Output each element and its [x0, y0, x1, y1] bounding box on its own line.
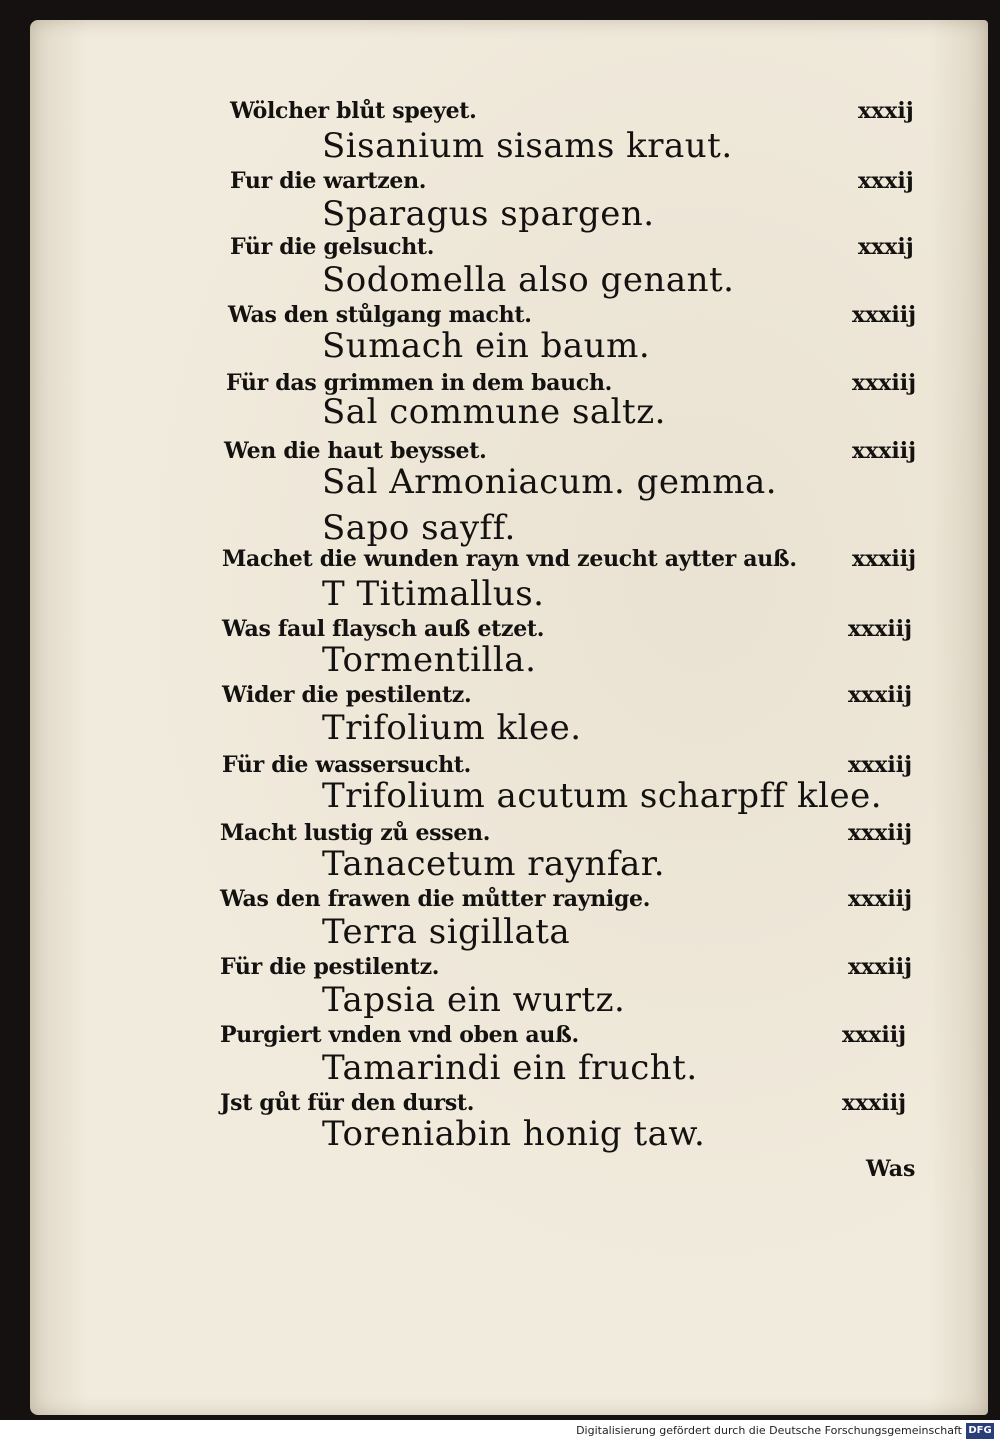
index-entry: Purgiert vnden vnd oben auß. [220, 1022, 579, 1048]
index-entry: Macht lustig zů essen. [220, 820, 491, 846]
catchword: Was [866, 1156, 916, 1182]
folio-number: xxxiij [848, 616, 913, 642]
plant-heading: Terra sigillata [322, 912, 571, 952]
plant-heading: Sal commune saltz. [322, 392, 666, 432]
index-entry: Was faul flaysch auß etzet. [222, 616, 545, 642]
folio-number: xxxiij [852, 302, 917, 328]
folio-number: xxxiij [848, 752, 913, 778]
index-entry: Wider die pestilentz. [222, 682, 472, 708]
index-entry: Wölcher blůt speyet. [230, 98, 477, 124]
plant-heading: Sal Armoniacum. gemma. [322, 462, 778, 502]
index-entry: Was den stůlgang macht. [228, 302, 532, 328]
folio-number: xxxij [858, 168, 914, 194]
plant-heading: T Titimallus. [322, 574, 545, 614]
folio-number: xxxij [858, 234, 914, 260]
folio-number: xxxiij [852, 370, 917, 396]
plant-heading: Sparagus spargen. [322, 194, 655, 234]
index-entry: Jst gůt für den durst. [220, 1090, 475, 1116]
plant-heading: Trifolium klee. [322, 708, 582, 748]
footer-bar [0, 1420, 1000, 1443]
plant-heading: Sumach ein baum. [322, 326, 651, 366]
folio-number: xxxiij [848, 886, 913, 912]
folio-number: xxxiij [842, 1090, 907, 1116]
index-entry: Für die wassersucht. [222, 752, 472, 778]
folio-number: xxxiij [848, 682, 913, 708]
plant-heading: Tormentilla. [322, 640, 537, 680]
book-page [30, 20, 988, 1415]
index-entry: Für die gelsucht. [230, 234, 435, 260]
folio-number: xxxiij [842, 1022, 907, 1048]
index-entry: Für das grimmen in dem bauch. [226, 370, 613, 396]
plant-heading: Tanacetum raynfar. [322, 844, 666, 884]
plant-heading: Tamarindi ein frucht. [322, 1048, 698, 1088]
plant-heading: Sapo sayff. [322, 508, 516, 548]
folio-number: xxxiij [852, 438, 917, 464]
plant-heading: Sisanium sisams kraut. [322, 126, 733, 166]
folio-number: xxxiij [848, 820, 913, 846]
index-entry: Machet die wunden rayn vnd zeucht aytter auß. [222, 546, 797, 572]
funding-credit: Digitalisierung gefördert durch die Deutsche Forschungsgemeinschaft [576, 1424, 962, 1437]
index-entry: Fur die wartzen. [230, 168, 427, 194]
plant-heading: Tapsia ein wurtz. [322, 980, 626, 1020]
dfg-logo-icon: DFG [966, 1423, 994, 1439]
index-entry: Für die pestilentz. [220, 954, 440, 980]
plant-heading: Toreniabin honig taw. [322, 1114, 706, 1154]
index-entry: Wen die haut beysset. [224, 438, 487, 464]
folio-number: xxxiij [852, 546, 917, 572]
plant-heading: Sodomella also genant. [322, 260, 735, 300]
index-entry: Was den frawen die můtter raynige. [220, 886, 651, 912]
plant-heading: Trifolium acutum scharpff klee. [322, 776, 883, 816]
folio-number: xxxij [858, 98, 914, 124]
folio-number: xxxiij [848, 954, 913, 980]
